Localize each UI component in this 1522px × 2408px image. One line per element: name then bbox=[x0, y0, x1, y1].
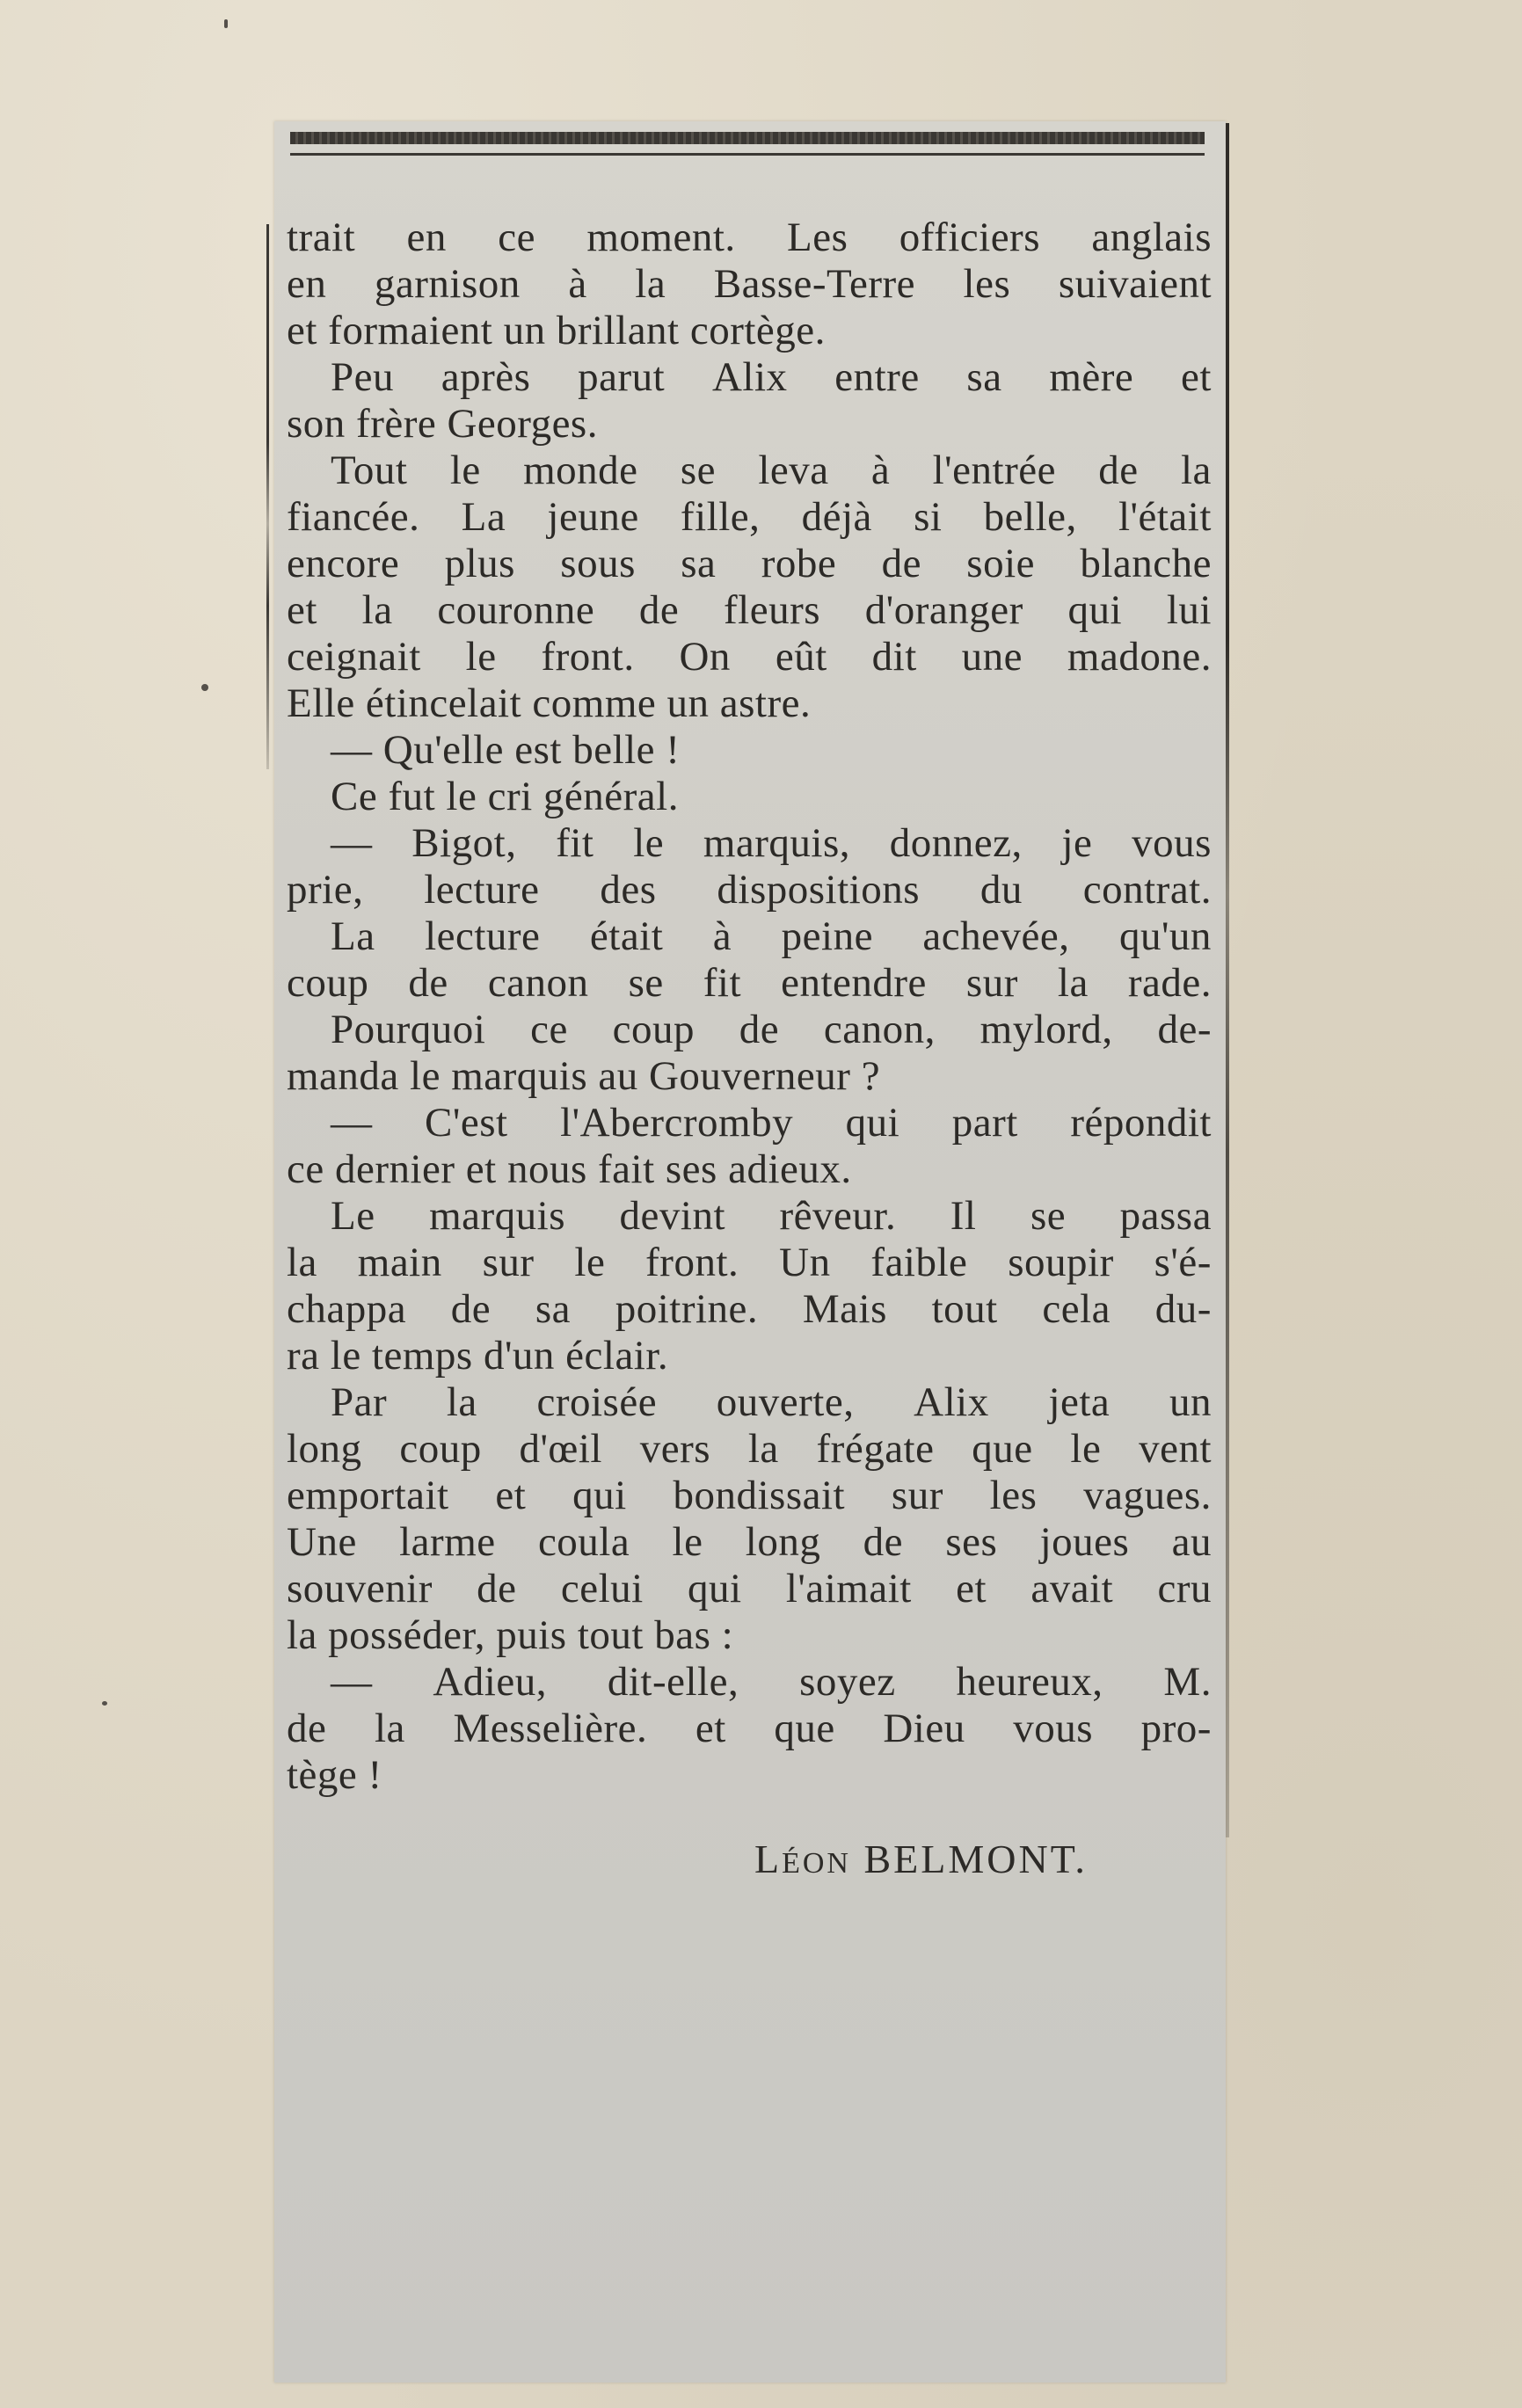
word: pro- bbox=[1140, 1706, 1212, 1751]
word: heureux, bbox=[956, 1659, 1103, 1705]
word: un bbox=[1169, 1379, 1212, 1425]
word: se bbox=[1030, 1193, 1067, 1239]
text-line bbox=[287, 1193, 1212, 1240]
word: soupir bbox=[1008, 1240, 1114, 1285]
text-line bbox=[287, 1100, 1212, 1146]
word: du bbox=[979, 867, 1023, 913]
word: coup bbox=[399, 1426, 482, 1472]
text-line bbox=[287, 541, 1212, 587]
word: fleurs bbox=[724, 587, 821, 633]
word: — bbox=[331, 820, 373, 866]
word: le bbox=[633, 820, 665, 866]
line-text: — Qu'elle est belle ! bbox=[331, 727, 681, 773]
word: suivaient bbox=[1058, 261, 1212, 307]
word: Peu bbox=[331, 354, 394, 400]
line-text: son frère Georges. bbox=[287, 401, 598, 447]
word: les bbox=[963, 261, 1011, 307]
text-line bbox=[287, 1146, 1212, 1193]
text-line bbox=[287, 1333, 1212, 1379]
text-line bbox=[287, 680, 1212, 727]
text-line bbox=[287, 1706, 1212, 1752]
line-text: ce dernier et nous fait ses adieux. bbox=[287, 1146, 852, 1192]
word: de bbox=[287, 1706, 327, 1751]
word: prie, bbox=[287, 867, 364, 913]
word: à bbox=[568, 261, 587, 307]
word: blanche bbox=[1080, 541, 1212, 586]
word: la bbox=[446, 1379, 477, 1425]
text-line bbox=[287, 1379, 1212, 1426]
word: dit bbox=[871, 634, 917, 680]
word: dit-elle, bbox=[607, 1659, 739, 1705]
text-line bbox=[287, 867, 1212, 913]
word: bondissait bbox=[673, 1473, 846, 1518]
word: en bbox=[406, 215, 447, 260]
word: fiancée. bbox=[287, 494, 420, 540]
word: mère bbox=[1049, 354, 1134, 400]
line-text: Elle étincelait comme un astre. bbox=[287, 680, 812, 726]
text-line bbox=[287, 1519, 1212, 1566]
word: mylord, bbox=[979, 1007, 1113, 1052]
word: de bbox=[863, 1519, 904, 1565]
word: que bbox=[774, 1706, 835, 1751]
word: monde bbox=[523, 447, 638, 493]
word: canon, bbox=[823, 1007, 936, 1052]
column-top-rule bbox=[290, 132, 1205, 144]
word: anglais bbox=[1091, 215, 1212, 260]
word: le bbox=[574, 1240, 606, 1285]
word: ceignait bbox=[287, 634, 421, 680]
line-text: Ce fut le cri général. bbox=[331, 774, 679, 819]
word: du- bbox=[1154, 1286, 1212, 1332]
word: et bbox=[287, 587, 317, 633]
word: La bbox=[331, 913, 375, 959]
word: Le bbox=[331, 1193, 375, 1239]
word: La bbox=[461, 494, 506, 540]
word: répondit bbox=[1070, 1100, 1212, 1146]
column-right-border bbox=[1226, 123, 1229, 1837]
word: chappa bbox=[287, 1286, 407, 1332]
word: ouverte, bbox=[716, 1379, 855, 1425]
word: peine bbox=[781, 913, 873, 959]
word: cru bbox=[1157, 1566, 1212, 1611]
word: ce bbox=[498, 215, 536, 260]
word: Alix bbox=[711, 354, 788, 400]
word: de bbox=[1098, 447, 1139, 493]
word: robe bbox=[761, 541, 837, 586]
word: Pourquoi bbox=[331, 1007, 486, 1052]
word: sur bbox=[891, 1473, 943, 1518]
word: avait bbox=[1030, 1566, 1114, 1611]
word: passa bbox=[1119, 1193, 1212, 1239]
text-line bbox=[287, 1426, 1212, 1473]
word: de bbox=[408, 960, 448, 1006]
word: Il bbox=[950, 1193, 977, 1239]
word: joues bbox=[1039, 1519, 1130, 1565]
text-line bbox=[287, 1007, 1212, 1053]
word: de bbox=[739, 1007, 780, 1052]
word: une bbox=[961, 634, 1023, 680]
word: Basse-Terre bbox=[713, 261, 915, 307]
word: le bbox=[465, 634, 497, 680]
word: sous bbox=[560, 541, 636, 586]
word: de bbox=[638, 587, 680, 633]
word: officiers bbox=[899, 215, 1040, 260]
word: et bbox=[1180, 354, 1212, 400]
word: parut bbox=[578, 354, 666, 400]
word: l'était bbox=[1118, 494, 1212, 540]
line-text: et formaient un brillant cortège. bbox=[287, 308, 826, 353]
column-left-border bbox=[266, 224, 269, 769]
word: front. bbox=[645, 1240, 739, 1285]
word: donnez, bbox=[889, 820, 1023, 866]
word: trait bbox=[287, 215, 356, 260]
word: canon bbox=[487, 960, 589, 1006]
word: — bbox=[331, 1659, 373, 1705]
word: était bbox=[589, 913, 664, 959]
word: se bbox=[680, 447, 716, 493]
word: vagues. bbox=[1083, 1473, 1212, 1518]
word: tout bbox=[931, 1286, 998, 1332]
text-line bbox=[287, 820, 1212, 867]
word: je bbox=[1061, 820, 1093, 866]
word: vers bbox=[639, 1426, 711, 1472]
text-line bbox=[287, 960, 1212, 1007]
word: ce bbox=[530, 1007, 568, 1052]
word: On bbox=[679, 634, 731, 680]
word: Dieu bbox=[883, 1706, 965, 1751]
word: et bbox=[495, 1473, 527, 1518]
word: sa bbox=[966, 354, 1002, 400]
word: qui bbox=[845, 1100, 900, 1146]
word: Mais bbox=[802, 1286, 887, 1332]
paper-speck bbox=[224, 19, 228, 28]
text-line bbox=[287, 1053, 1212, 1100]
word: long bbox=[287, 1426, 362, 1472]
word: coup bbox=[287, 960, 369, 1006]
word: plus bbox=[444, 541, 515, 586]
word: frégate bbox=[816, 1426, 935, 1472]
word: sa bbox=[681, 541, 717, 586]
text-line bbox=[287, 494, 1212, 541]
word: Adieu, bbox=[433, 1659, 547, 1705]
word: celui bbox=[560, 1566, 644, 1611]
word: leva bbox=[758, 447, 829, 493]
text-line bbox=[287, 447, 1212, 494]
text-line bbox=[287, 401, 1212, 447]
word: coula bbox=[537, 1519, 630, 1565]
paper-speck bbox=[102, 1701, 107, 1706]
word: part bbox=[951, 1100, 1018, 1146]
word: et bbox=[695, 1706, 726, 1751]
word: déjà bbox=[801, 494, 872, 540]
signature-last-name: BELMONT. bbox=[863, 1837, 1088, 1881]
word: achevée, bbox=[922, 913, 1070, 959]
word: de bbox=[477, 1566, 517, 1611]
word: Les bbox=[787, 215, 848, 260]
word: la bbox=[374, 1706, 405, 1751]
text-line bbox=[287, 1240, 1212, 1286]
text-line bbox=[287, 1752, 1212, 1799]
text-line bbox=[287, 1473, 1212, 1519]
signature-initial: L bbox=[754, 1837, 783, 1881]
word: sur bbox=[965, 960, 1018, 1006]
word: vous bbox=[1013, 1706, 1094, 1751]
word: C'est bbox=[425, 1100, 508, 1146]
word: la bbox=[361, 587, 393, 633]
word: Un bbox=[779, 1240, 831, 1285]
word: d'œil bbox=[519, 1426, 602, 1472]
text-line bbox=[287, 1566, 1212, 1612]
word: lui bbox=[1166, 587, 1212, 633]
word: sa bbox=[535, 1286, 572, 1332]
word: madone. bbox=[1067, 634, 1212, 680]
word: des bbox=[600, 867, 657, 913]
text-line bbox=[287, 774, 1212, 820]
word: M. bbox=[1163, 1659, 1212, 1705]
column-thin-rule bbox=[290, 153, 1205, 156]
word: qu'un bbox=[1118, 913, 1212, 959]
line-text: la posséder, puis tout bas : bbox=[287, 1612, 734, 1658]
word: rade. bbox=[1127, 960, 1212, 1006]
word: la bbox=[1057, 960, 1089, 1006]
word: front. bbox=[541, 634, 635, 680]
word: entendre bbox=[781, 960, 927, 1006]
word: garnison bbox=[374, 261, 521, 307]
word: le bbox=[672, 1519, 703, 1565]
word: après bbox=[441, 354, 531, 400]
article-text bbox=[287, 215, 1212, 1799]
text-line bbox=[287, 308, 1212, 354]
word: croisée bbox=[536, 1379, 658, 1425]
word: s'é- bbox=[1154, 1240, 1212, 1285]
word: que bbox=[972, 1426, 1033, 1472]
word: Tout bbox=[331, 447, 408, 493]
word: Bigot, bbox=[411, 820, 517, 866]
word: Une bbox=[287, 1519, 357, 1565]
word: la bbox=[635, 261, 666, 307]
word: jeune bbox=[547, 494, 639, 540]
word: cela bbox=[1042, 1286, 1111, 1332]
word: la bbox=[1180, 447, 1212, 493]
word: se bbox=[628, 960, 664, 1006]
word: devint bbox=[619, 1193, 726, 1239]
author-signature bbox=[754, 1836, 1088, 1882]
word: l'aimait bbox=[785, 1566, 912, 1611]
line-text: tège ! bbox=[287, 1752, 382, 1798]
text-line bbox=[287, 913, 1212, 960]
word: Par bbox=[331, 1379, 388, 1425]
word: qui bbox=[1067, 587, 1123, 633]
word: rêveur. bbox=[779, 1193, 897, 1239]
text-line bbox=[287, 215, 1212, 261]
word: fit bbox=[556, 820, 594, 866]
text-line bbox=[287, 354, 1212, 401]
word: fit bbox=[703, 960, 742, 1006]
word: l'Abercromby bbox=[560, 1100, 794, 1146]
word: lecture bbox=[425, 913, 541, 959]
text-line bbox=[287, 727, 1212, 774]
word: souvenir bbox=[287, 1566, 433, 1611]
word: main bbox=[357, 1240, 442, 1285]
word: soyez bbox=[799, 1659, 896, 1705]
signature-first-rest: ÉON bbox=[782, 1847, 851, 1880]
word: les bbox=[989, 1473, 1038, 1518]
text-line bbox=[287, 1659, 1212, 1706]
word: de- bbox=[1157, 1007, 1212, 1052]
text-line bbox=[287, 1286, 1212, 1333]
line-text: ra le temps d'un éclair. bbox=[287, 1333, 669, 1379]
word: long bbox=[745, 1519, 821, 1565]
word: ses bbox=[945, 1519, 998, 1565]
text-line bbox=[287, 634, 1212, 680]
word: — bbox=[331, 1100, 373, 1146]
word: le bbox=[449, 447, 481, 493]
word: belle, bbox=[983, 494, 1077, 540]
word: si bbox=[914, 494, 943, 540]
word: coup bbox=[612, 1007, 695, 1052]
word: contrat. bbox=[1082, 867, 1212, 913]
word: soie bbox=[966, 541, 1036, 586]
word: d'oranger bbox=[864, 587, 1023, 633]
word: en bbox=[287, 261, 327, 307]
line-text: manda le marquis au Gouverneur ? bbox=[287, 1053, 881, 1099]
word: vent bbox=[1139, 1426, 1212, 1472]
word: de bbox=[881, 541, 921, 586]
word: à bbox=[870, 447, 891, 493]
word: faible bbox=[870, 1240, 968, 1285]
paper-speck bbox=[201, 684, 208, 691]
word: poitrine. bbox=[615, 1286, 759, 1332]
word: qui bbox=[572, 1473, 627, 1518]
word: eût bbox=[775, 634, 827, 680]
word: dispositions bbox=[717, 867, 921, 913]
text-line bbox=[287, 261, 1212, 308]
word: emportait bbox=[287, 1473, 449, 1518]
word: sur bbox=[482, 1240, 535, 1285]
word: vous bbox=[1132, 820, 1212, 866]
word: couronne bbox=[437, 587, 595, 633]
word: le bbox=[1070, 1426, 1102, 1472]
word: Messelière. bbox=[453, 1706, 648, 1751]
word: entre bbox=[834, 354, 920, 400]
word: marquis, bbox=[703, 820, 851, 866]
text-line bbox=[287, 587, 1212, 634]
text-line bbox=[287, 1612, 1212, 1659]
word: et bbox=[956, 1566, 987, 1611]
word: qui bbox=[687, 1566, 742, 1611]
word: lecture bbox=[424, 867, 540, 913]
word: Alix bbox=[914, 1379, 989, 1425]
word: marquis bbox=[429, 1193, 566, 1239]
word: fille, bbox=[680, 494, 761, 540]
word: à bbox=[712, 913, 732, 959]
word: la bbox=[287, 1240, 317, 1285]
word: de bbox=[450, 1286, 492, 1332]
word: moment. bbox=[586, 215, 736, 260]
word: jeta bbox=[1048, 1379, 1111, 1425]
word: l'entrée bbox=[932, 447, 1056, 493]
word: encore bbox=[287, 541, 400, 586]
word: larme bbox=[399, 1519, 496, 1565]
word: la bbox=[747, 1426, 779, 1472]
word: au bbox=[1171, 1519, 1212, 1565]
